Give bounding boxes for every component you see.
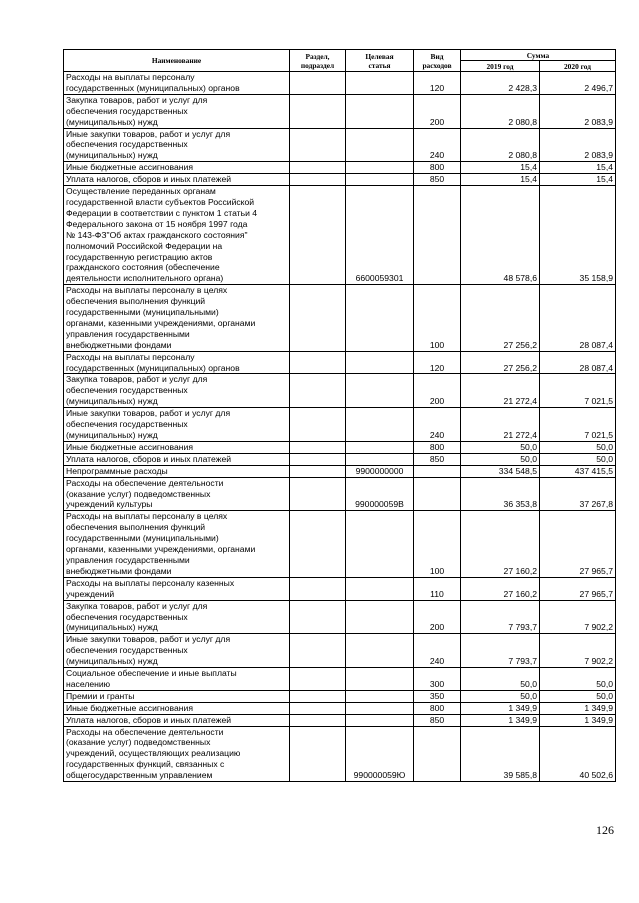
cell-kind — [414, 186, 461, 285]
cell-section — [290, 441, 346, 453]
cell-kind: 300 — [414, 668, 461, 691]
cell-2019: 21 272,4 — [461, 408, 540, 442]
page-number: 126 — [596, 823, 614, 837]
cell-2019: 50,0 — [461, 441, 540, 453]
cell-section — [290, 714, 346, 726]
cell-2020: 2 496,7 — [540, 72, 616, 95]
cell-2020: 35 158,9 — [540, 186, 616, 285]
cell-target — [346, 351, 414, 374]
cell-target — [346, 94, 414, 128]
table-row — [64, 351, 616, 374]
table-row — [64, 72, 616, 95]
cell-section — [290, 690, 346, 702]
cell-2019: 15,4 — [461, 174, 540, 186]
table-row — [64, 374, 616, 408]
cell-kind: 850 — [414, 174, 461, 186]
cell-2020: 50,0 — [540, 668, 616, 691]
cell-kind: 240 — [414, 634, 461, 668]
cell-section — [290, 726, 346, 782]
cell-name: Закупка товаров, работ и услуг для обеспечения государственных (муниципальных) нужд — [64, 94, 290, 128]
cell-target: 990000059Ю — [346, 726, 414, 782]
table-row — [64, 600, 616, 634]
cell-name: Расходы на обеспечение деятельности (оказание услуг) подведомственных учреждений, осуществляющих реализацию государственных функций, связанных с общегосударственным управлением — [64, 726, 290, 782]
cell-2019: 27 256,2 — [461, 351, 540, 374]
cell-section — [290, 668, 346, 691]
cell-section — [290, 453, 346, 465]
budget-table — [63, 49, 616, 782]
table-row — [64, 511, 616, 577]
cell-target — [346, 72, 414, 95]
cell-section — [290, 702, 346, 714]
cell-2020: 2 083,9 — [540, 128, 616, 162]
cell-section — [290, 128, 346, 162]
cell-kind: 800 — [414, 441, 461, 453]
table-row — [64, 128, 616, 162]
cell-kind: 100 — [414, 285, 461, 351]
table-header — [64, 50, 616, 72]
cell-2020: 50,0 — [540, 453, 616, 465]
cell-section — [290, 600, 346, 634]
cell-target — [346, 702, 414, 714]
cell-kind: 850 — [414, 714, 461, 726]
table-row — [64, 441, 616, 453]
cell-name: Уплата налогов, сборов и иных платежей — [64, 714, 290, 726]
table-row — [64, 577, 616, 600]
cell-name: Иные бюджетные ассигнования — [64, 162, 290, 174]
cell-section — [290, 465, 346, 477]
cell-2019: 15,4 — [461, 162, 540, 174]
cell-name: Расходы на выплаты персоналу государственных (муниципальных) органов — [64, 351, 290, 374]
table-row — [64, 690, 616, 702]
cell-2020: 37 267,8 — [540, 477, 616, 511]
table-row — [64, 162, 616, 174]
cell-2019: 7 793,7 — [461, 634, 540, 668]
cell-2020: 7 902,2 — [540, 634, 616, 668]
cell-2020: 28 087,4 — [540, 351, 616, 374]
cell-target — [346, 162, 414, 174]
cell-2020: 40 502,6 — [540, 726, 616, 782]
cell-target — [346, 690, 414, 702]
cell-section — [290, 162, 346, 174]
cell-kind: 200 — [414, 374, 461, 408]
table-row — [64, 408, 616, 442]
cell-2019: 21 272,4 — [461, 374, 540, 408]
cell-kind: 800 — [414, 702, 461, 714]
cell-target — [346, 128, 414, 162]
cell-section — [290, 408, 346, 442]
cell-2019: 2 080,8 — [461, 94, 540, 128]
table-row — [64, 285, 616, 351]
cell-kind: 200 — [414, 600, 461, 634]
cell-2020: 27 965,7 — [540, 511, 616, 577]
cell-name: Уплата налогов, сборов и иных платежей — [64, 174, 290, 186]
cell-name: Осуществление переданных органам государственной власти субъектов Российской Федерации в соответствии с пунктом 1 статьи 4 Федерального закона от 15 ноября 1997 года № 143-ФЗ"Об актах гражданского состояния" полномочий Российской Федерации на государственную регистрацию актов гражданского состояния (обеспечение деятельности исполнительного органа) — [64, 186, 290, 285]
cell-section — [290, 477, 346, 511]
cell-name: Закупка товаров, работ и услуг для обеспечения государственных (муниципальных) нужд — [64, 374, 290, 408]
cell-2019: 334 548,5 — [461, 465, 540, 477]
cell-section — [290, 72, 346, 95]
cell-kind: 200 — [414, 94, 461, 128]
cell-kind — [414, 465, 461, 477]
cell-target: 9900000000 — [346, 465, 414, 477]
header-target: Целевая статья — [346, 50, 414, 72]
cell-name: Расходы на выплаты персоналу в целях обеспечения выполнения функций государственными (муниципальными) органами, казенными учреждениями, органами управления государственными внебюджетными фондами — [64, 511, 290, 577]
table-row — [64, 634, 616, 668]
header-sum: Сумма — [461, 50, 616, 61]
cell-kind — [414, 477, 461, 511]
cell-name: Премии и гранты — [64, 690, 290, 702]
cell-target — [346, 668, 414, 691]
table-row — [64, 726, 616, 782]
cell-target — [346, 285, 414, 351]
cell-kind: 240 — [414, 128, 461, 162]
cell-name: Иные закупки товаров, работ и услуг для обеспечения государственных (муниципальных) нужд — [64, 128, 290, 162]
cell-2020: 15,4 — [540, 162, 616, 174]
table-body — [64, 72, 616, 782]
cell-2020: 28 087,4 — [540, 285, 616, 351]
header-2019: 2019 год — [461, 61, 540, 72]
cell-section — [290, 285, 346, 351]
cell-2020: 27 965,7 — [540, 577, 616, 600]
cell-name: Непрограммные расходы — [64, 465, 290, 477]
table-row — [64, 94, 616, 128]
cell-2019: 2 080,8 — [461, 128, 540, 162]
cell-2019: 27 256,2 — [461, 285, 540, 351]
cell-kind: 100 — [414, 511, 461, 577]
cell-section — [290, 94, 346, 128]
cell-2019: 50,0 — [461, 690, 540, 702]
cell-name: Расходы на обеспечение деятельности (оказание услуг) подведомственных учреждений культуры — [64, 477, 290, 511]
cell-section — [290, 174, 346, 186]
table-row — [64, 465, 616, 477]
cell-target — [346, 511, 414, 577]
cell-2019: 27 160,2 — [461, 577, 540, 600]
cell-2020: 7 021,5 — [540, 374, 616, 408]
header-2020: 2020 год — [540, 61, 616, 72]
cell-2020: 50,0 — [540, 441, 616, 453]
cell-kind — [414, 726, 461, 782]
cell-target — [346, 600, 414, 634]
cell-2019: 27 160,2 — [461, 511, 540, 577]
cell-target — [346, 714, 414, 726]
cell-name: Расходы на выплаты персоналу казенных учреждений — [64, 577, 290, 600]
cell-name: Иные бюджетные ассигнования — [64, 441, 290, 453]
cell-target — [346, 374, 414, 408]
cell-2020: 15,4 — [540, 174, 616, 186]
header-name: Наименование — [64, 50, 290, 72]
cell-name: Иные бюджетные ассигнования — [64, 702, 290, 714]
header-kind: Вид расходов — [414, 50, 461, 72]
cell-name: Иные закупки товаров, работ и услуг для обеспечения государственных (муниципальных) нужд — [64, 634, 290, 668]
cell-kind: 110 — [414, 577, 461, 600]
cell-target: 6600059301 — [346, 186, 414, 285]
cell-2020: 7 902,2 — [540, 600, 616, 634]
cell-target — [346, 441, 414, 453]
cell-name: Уплата налогов, сборов и иных платежей — [64, 453, 290, 465]
cell-target — [346, 453, 414, 465]
table-row — [64, 477, 616, 511]
table-row — [64, 453, 616, 465]
cell-section — [290, 577, 346, 600]
table-row — [64, 186, 616, 285]
cell-2019: 36 353,8 — [461, 477, 540, 511]
cell-target — [346, 634, 414, 668]
cell-kind: 850 — [414, 453, 461, 465]
cell-name: Закупка товаров, работ и услуг для обеспечения государственных (муниципальных) нужд — [64, 600, 290, 634]
cell-2020: 1 349,9 — [540, 714, 616, 726]
cell-2019: 48 578,6 — [461, 186, 540, 285]
cell-2020: 1 349,9 — [540, 702, 616, 714]
table-row — [64, 174, 616, 186]
cell-2020: 437 415,5 — [540, 465, 616, 477]
cell-2020: 7 021,5 — [540, 408, 616, 442]
cell-section — [290, 186, 346, 285]
table-row — [64, 702, 616, 714]
table-row — [64, 668, 616, 691]
cell-2019: 7 793,7 — [461, 600, 540, 634]
cell-2019: 2 428,3 — [461, 72, 540, 95]
cell-target — [346, 577, 414, 600]
cell-2019: 50,0 — [461, 668, 540, 691]
cell-name: Иные закупки товаров, работ и услуг для обеспечения государственных (муниципальных) нужд — [64, 408, 290, 442]
cell-target: 990000059В — [346, 477, 414, 511]
cell-kind: 350 — [414, 690, 461, 702]
cell-2019: 1 349,9 — [461, 714, 540, 726]
header-section: Раздел, подраздел — [290, 50, 346, 72]
table-row — [64, 714, 616, 726]
cell-name: Социальное обеспечение и иные выплаты населению — [64, 668, 290, 691]
cell-section — [290, 634, 346, 668]
cell-kind: 240 — [414, 408, 461, 442]
cell-name: Расходы на выплаты персоналу государственных (муниципальных) органов — [64, 72, 290, 95]
cell-section — [290, 374, 346, 408]
cell-2020: 2 083,9 — [540, 94, 616, 128]
cell-2020: 50,0 — [540, 690, 616, 702]
cell-section — [290, 351, 346, 374]
cell-kind: 120 — [414, 351, 461, 374]
cell-2019: 39 585,8 — [461, 726, 540, 782]
cell-2019: 1 349,9 — [461, 702, 540, 714]
cell-section — [290, 511, 346, 577]
cell-target — [346, 408, 414, 442]
cell-2019: 50,0 — [461, 453, 540, 465]
cell-kind: 120 — [414, 72, 461, 95]
cell-name: Расходы на выплаты персоналу в целях обеспечения выполнения функций государственными (муниципальными) органами, казенными учреждениями, органами управления государственными внебюджетными фондами — [64, 285, 290, 351]
cell-kind: 800 — [414, 162, 461, 174]
cell-target — [346, 174, 414, 186]
